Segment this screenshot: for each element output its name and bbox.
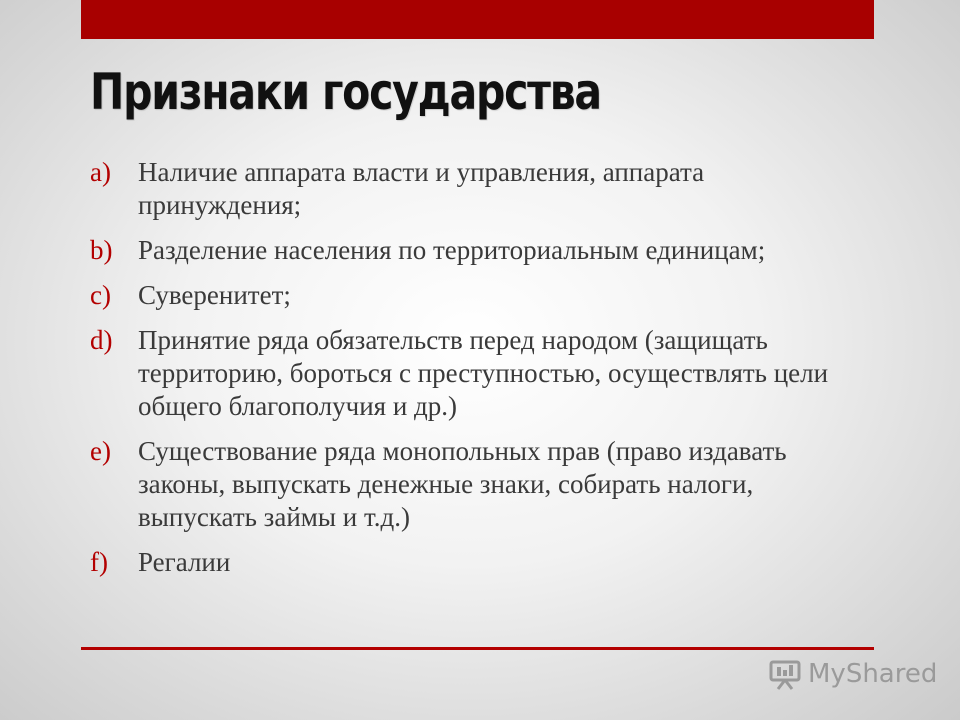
list-marker: a) (90, 157, 111, 187)
list-item-text: Суверенитет; (138, 280, 291, 310)
list-item-text: Разделение населения по территориальным единицам; (138, 235, 766, 265)
list-marker: b) (90, 235, 113, 265)
list-item-text: Существование ряда монопольных прав (право издавать законы, выпускать денежные знаки, собирать налоги, выпускать займы и т.д.) (138, 436, 787, 532)
list-item (90, 156, 870, 222)
list-marker: d) (90, 325, 113, 355)
presentation-board-icon (768, 658, 802, 690)
watermark-logo (768, 656, 937, 692)
slide-title: Признаки государства (90, 63, 601, 121)
list-marker: e) (90, 436, 111, 466)
top-accent-bar (81, 0, 874, 39)
list-item (90, 546, 870, 579)
list-marker: f) (90, 547, 108, 577)
list-item-text: Принятие ряда обязательств перед народом (защищать территорию, бороться с преступностью, осуществлять цели общего благополучия и др.) (138, 325, 829, 421)
list-item (90, 234, 870, 267)
list-item-text: Наличие аппарата власти и управления, аппарата принуждения; (138, 157, 705, 220)
list-item (90, 279, 870, 312)
bottom-divider (81, 647, 874, 650)
list-item-text: Регалии (138, 547, 231, 577)
list-item (90, 435, 870, 534)
list-item (90, 324, 870, 423)
feature-list (90, 156, 870, 591)
list-marker: c) (90, 280, 111, 310)
watermark-label: MyShared (808, 659, 938, 689)
